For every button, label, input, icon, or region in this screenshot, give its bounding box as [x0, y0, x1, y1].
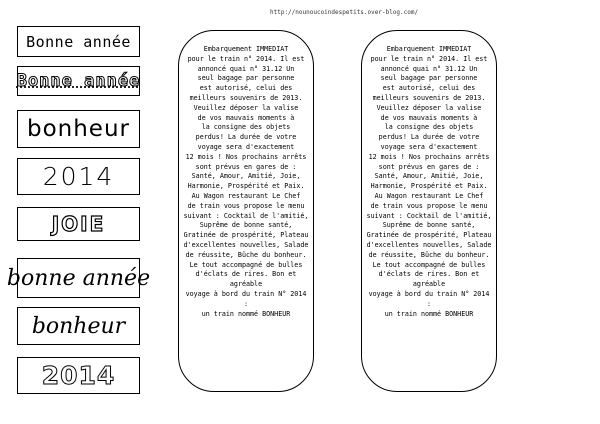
label-joie-outlined	[17, 207, 140, 241]
label-text: bonheur	[31, 313, 126, 339]
label-text: Bonne année	[26, 32, 131, 51]
label-bonheur-script	[17, 307, 140, 345]
ticket-text: Embarquement IMMEDIAT pour le train n° 2014. Il est annoncé quai n° 31.12 Un seul bagage par personne est autorisé, celui des meilleurs souvenirs de 2013. Veuillez déposer la valise de vos mauvais moments à la consigne des objets perdus! La durée de votre voyage sera d'exactement 12 mois ! Nos prochains arrêts sont prévus en gares de : Santé, Amour, Amitié, Joie, Harmonie, Prospérité et Paix. Au Wagon restaurant Le Chef de train vous propose le menu suivant : Cocktail de l'amitié, Suprême de bonne santé, Gratinée de prospérité, Plateau d'excellentes nouvelles, Salade de réussite, Bûche du bonheur. Le tout accompagné de bulles d'éclats de rires. Bon et agréable voyage à bord du train N° 2014 : un train nommé BONHEUR	[366, 45, 492, 318]
label-bonne-annee-outlined	[17, 66, 140, 96]
train-ticket-left	[178, 30, 314, 392]
label-2014-outlined	[17, 357, 140, 394]
label-text: bonne année	[6, 265, 151, 291]
label-bonne-annee-script	[6, 258, 151, 298]
source-url: http://nounoucoindespetits.over-blog.com/	[270, 9, 419, 16]
label-text: 2014	[41, 361, 116, 390]
label-2014-thin	[17, 158, 140, 195]
label-bonheur-decorative	[17, 110, 140, 148]
label-bonne-annee-decorative	[17, 26, 140, 57]
label-text: Bonne année	[16, 71, 141, 91]
ticket-text: Embarquement IMMEDIAT pour le train n° 2014. Il est annoncé quai n° 31.12 Un seul bagage par personne est autorisé, celui des meilleurs souvenirs de 2013. Veuillez déposer la valise de vos mauvais moments à la consigne des objets perdus! La durée de votre voyage sera d'exactement 12 mois ! Nos prochains arrêts sont prévus en gares de : Santé, Amour, Amitié, Joie, Harmonie, Prospérité et Paix. Au Wagon restaurant Le Chef de train vous propose le menu suivant : Cocktail de l'amitié, Suprême de bonne santé, Gratinée de prospérité, Plateau d'excellentes nouvelles, Salade de réussite, Bûche du bonheur. Le tout accompagné de bulles d'éclats de rires. Bon et agréable voyage à bord du train N° 2014 : un train nommé BONHEUR	[183, 45, 309, 318]
label-text: JOIE	[51, 212, 106, 236]
label-text: bonheur	[26, 116, 130, 142]
label-text: 2014	[42, 162, 115, 191]
train-ticket-right	[361, 30, 497, 392]
